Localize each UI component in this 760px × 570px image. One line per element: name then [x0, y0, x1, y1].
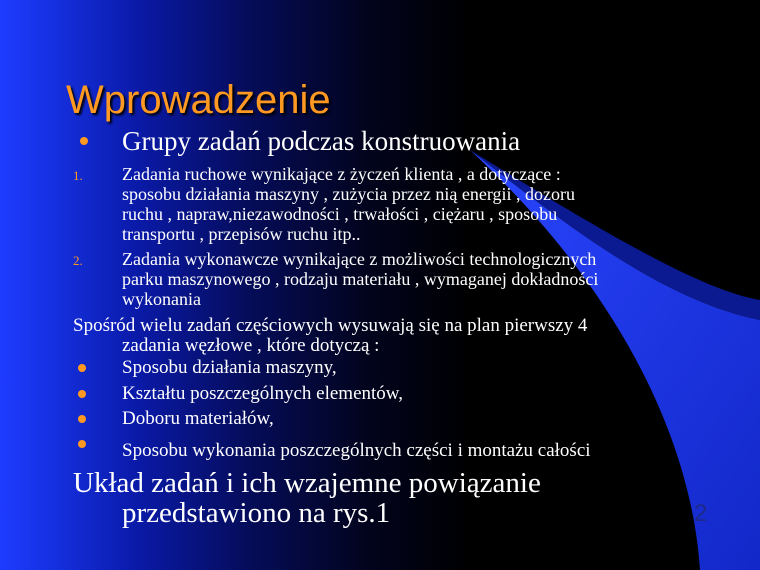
bullet-icon [78, 390, 86, 398]
item-number: 2. [73, 253, 83, 268]
slide-title: Wprowadzenie [66, 78, 331, 122]
numbered-item-line: ruchu , napraw,niezawodności , trwałości , ciężaru , sposobu [122, 204, 558, 224]
bullet-icon [78, 364, 86, 372]
bullet-icon [78, 440, 86, 448]
item-number: 1. [73, 168, 83, 183]
bullet-icon [80, 137, 88, 145]
paragraph-line: Spośród wielu zadań częściowych wysuwają się na plan pierwszy 4 [73, 315, 588, 336]
page-number: 2 [694, 500, 708, 527]
numbered-item-line: Zadania ruchowe wynikające z życzeń klienta , a dotyczące : [122, 164, 561, 184]
numbered-item-line: sposobu działania maszyny , zużycia przez nią energii , dozoru [122, 184, 575, 204]
closing-line: Układ zadań i ich wzajemne powiązanie [73, 467, 541, 499]
paragraph-line: zadania węzłowe , które dotyczą : [122, 335, 380, 356]
sub-bullet-text: Doboru materiałów, [122, 408, 274, 429]
heading-bullet-text: Grupy zadań podczas konstruowania [122, 126, 521, 156]
numbered-item-line: wykonania [122, 289, 201, 309]
closing-line: przedstawiono na rys.1 [122, 497, 391, 529]
sub-bullet-text: Sposobu wykonania poszczególnych części i montażu całości [122, 440, 591, 461]
numbered-item-line: Zadania wykonawcze wynikające z możliwości technologicznych [122, 249, 597, 269]
numbered-item-line: parku maszynowego , rodzaju materiału , wymaganej dokładności [122, 269, 599, 289]
bullet-icon [78, 415, 86, 423]
numbered-item-line: transportu , przepisów ruchu itp.. [122, 224, 361, 244]
sub-bullet-text: Sposobu działania maszyny, [122, 357, 337, 378]
sub-bullet-text: Kształtu poszczególnych elementów, [122, 383, 404, 404]
